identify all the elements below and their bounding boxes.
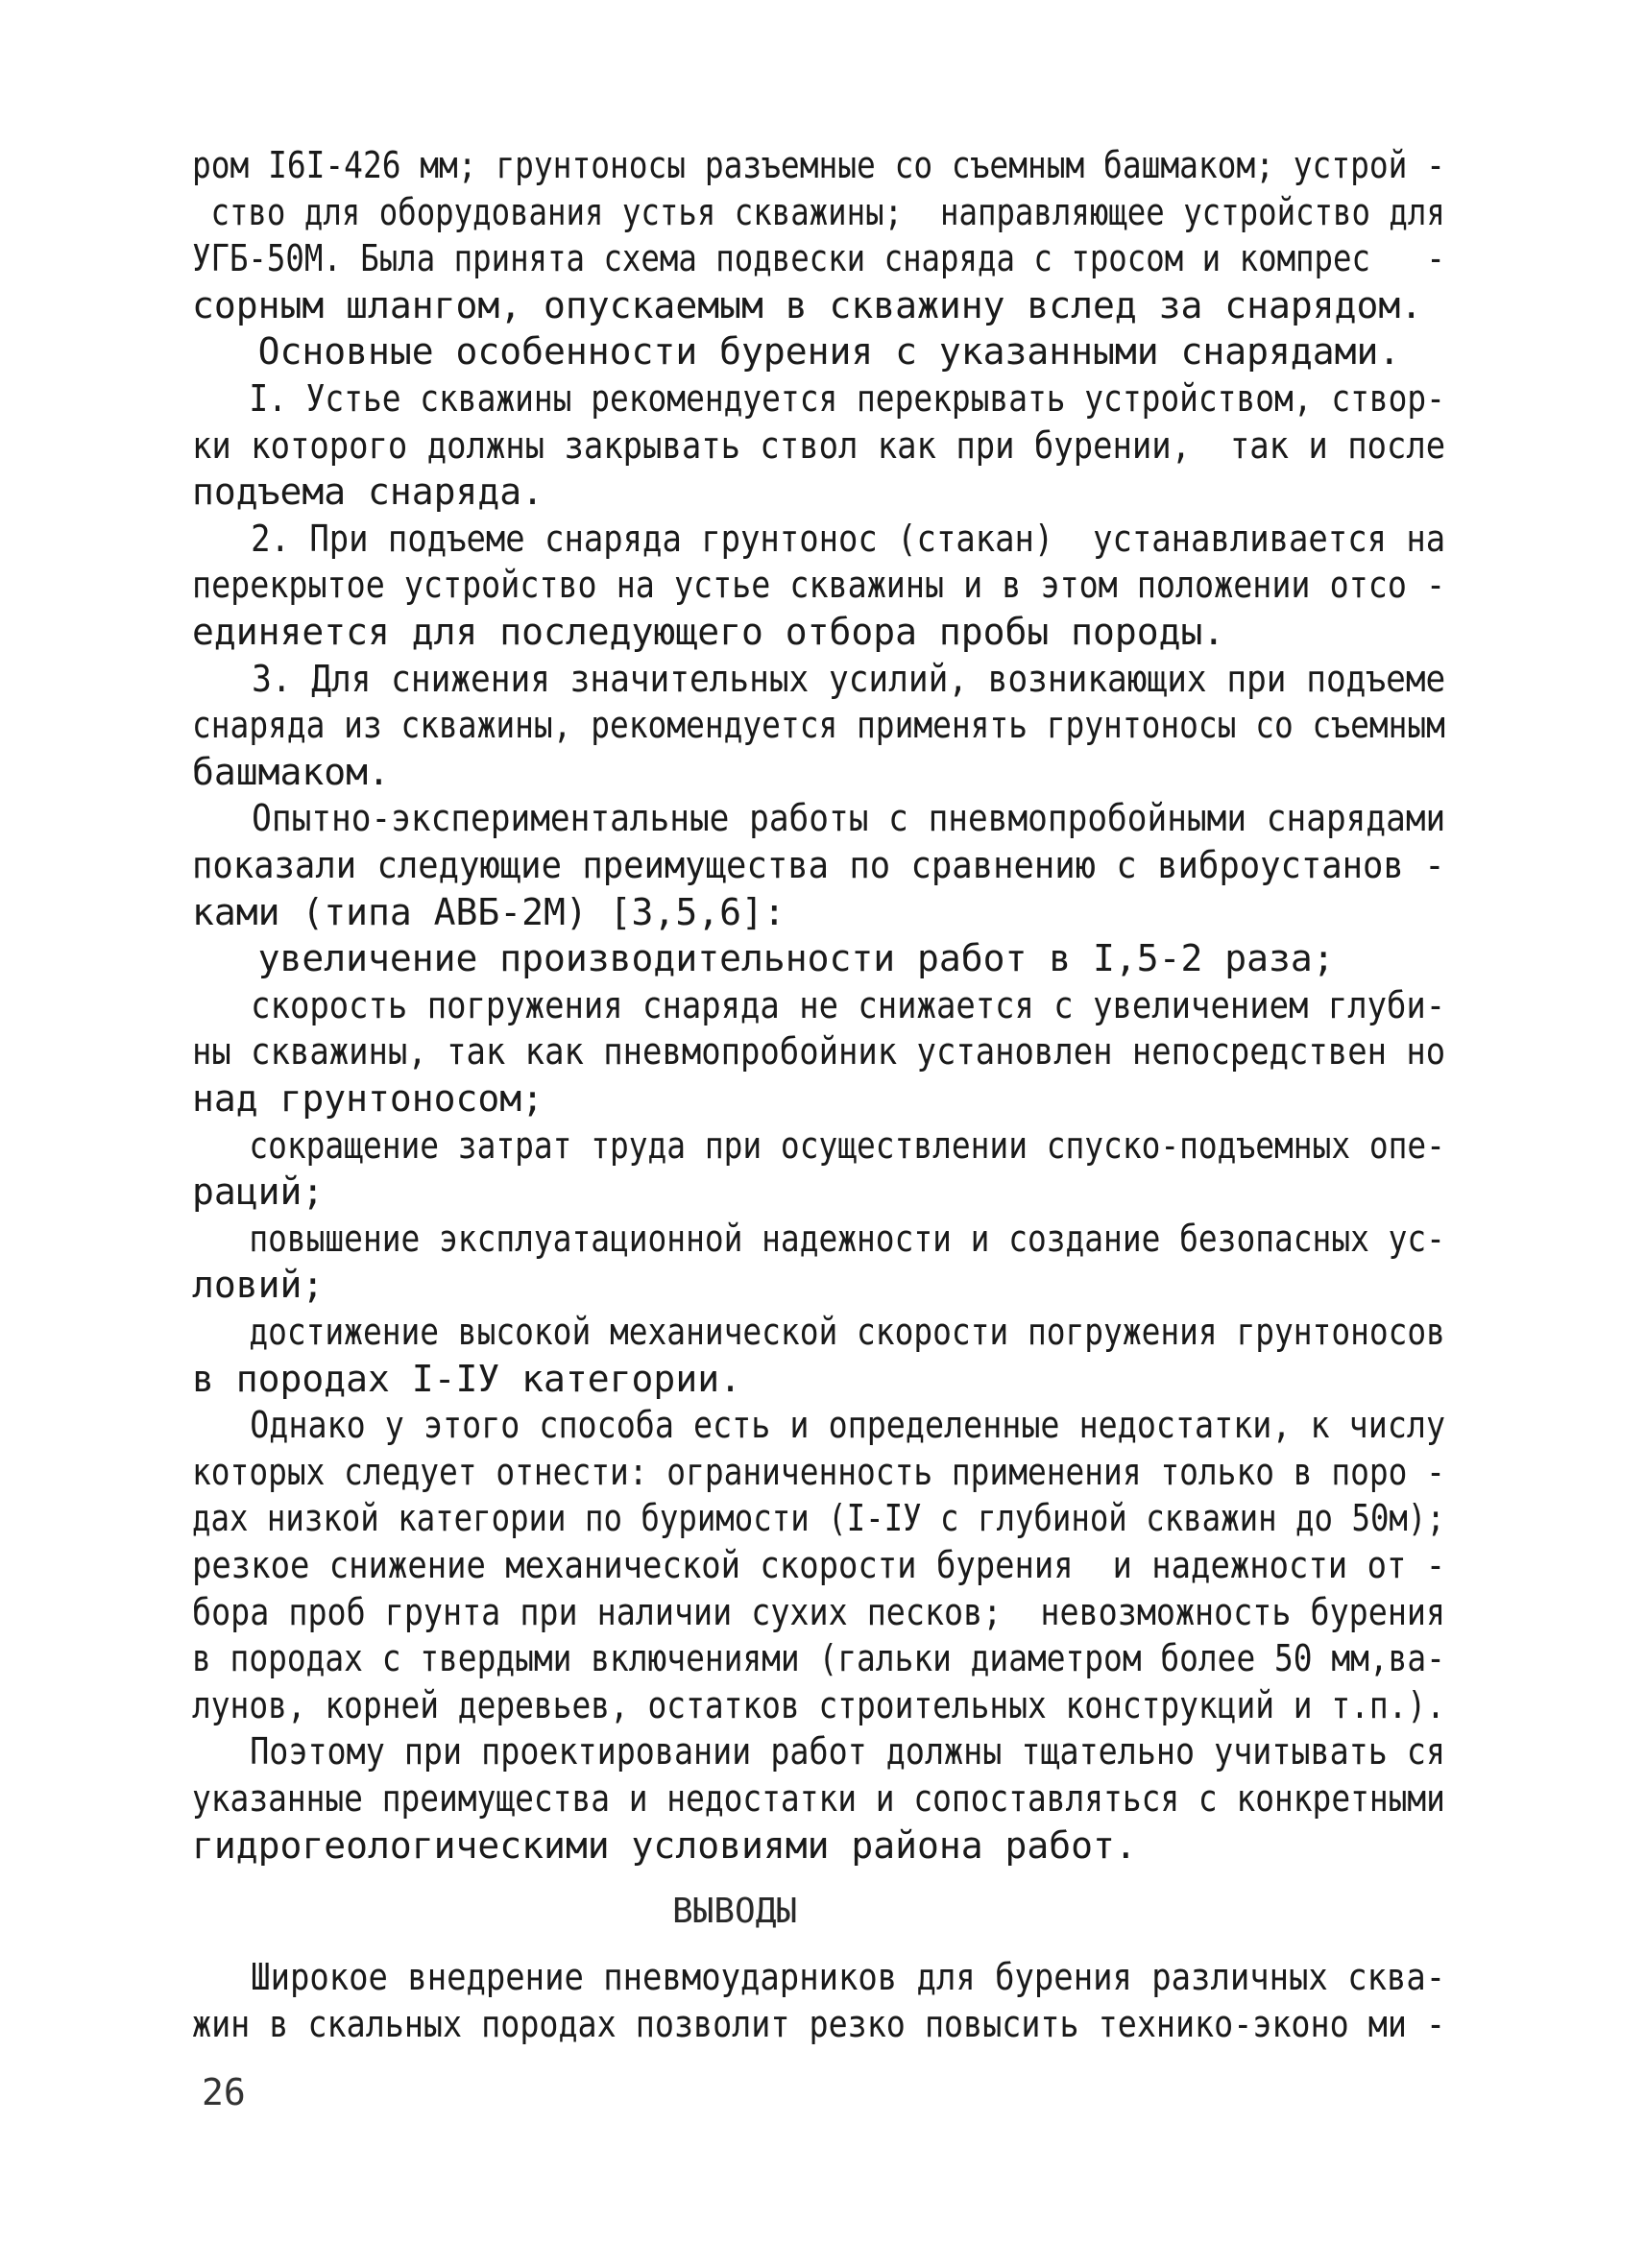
section-heading: ВЫВОДЫ [672,1892,798,1931]
text-line: ловий; [192,1264,325,1307]
text-line: жин в скальных породах позволит резко повысить технико-эконо ми - [192,2002,1446,2045]
text-line: раций; [192,1170,325,1214]
text-line: Однако у этого способа есть и определенные недостатки, к числу [192,1404,1446,1447]
text-line: 2. При подъеме снаряда грунтонос (стакан) устанавливается на [192,517,1446,560]
text-line: ки которого должны закрывать ствол как при бурении, так и после [192,423,1446,467]
text-line: снаряда из скважины, рекомендуется применять грунтоносы со съемным [192,704,1445,747]
text-line: дах низкой категории по буримости (I-IУ с глубиной скважин до 50м); [192,1497,1445,1540]
text-line: единяется для последующего отбора пробы породы. [192,611,1225,653]
text-line: лунов, корней деревьев, остатков строительных конструкций и т.п.). [192,1683,1445,1726]
text-line: увеличение производительности работ в I,5-2 раза; [192,937,1335,980]
text-line: 3. Для снижения значительных усилий, возникающих при подъеме [192,657,1446,700]
text-line: ками (типа АВБ-2М) [3,5,6]: [192,890,786,933]
text-line: повышение эксплуатационной надежности и создание безопасных ус- [192,1217,1445,1260]
page-number: 26 [202,2071,246,2113]
text-line: Опытно-экспериментальные работы с пневмопробойными снарядами [192,797,1446,840]
text-line: в породах I-IУ категории. [192,1357,741,1400]
text-line: ство для оборудования устья скважины; направляющее устройство для [192,190,1445,233]
text-line: скорость погружения снаряда не снижается с увеличением глуби- [192,983,1446,1026]
text-line: сокращение затрат труда при осуществлении спуско-подъемных опе- [192,1123,1445,1167]
text-line: ром I6I-426 мм; грунтоносы разъемные со съемным башмаком; устрой - [192,144,1445,186]
text-line: указанные преимущества и недостатки и сопоставляться с конкретными [192,1777,1445,1820]
text-line: сорным шлангом, опускаемым в скважину вслед за снарядом. [192,283,1423,326]
text-line: резкое снижение механической скорости бурения и надежности от - [192,1544,1446,1586]
text-line: в породах с твердыми включениями (гальки диаметром более 50 мм,ва- [192,1637,1445,1680]
text-line: показали следующие преимущества по сравнению с виброустанов - [192,844,1445,886]
text-line: перекрытое устройство на устье скважины и в этом положении отсо - [192,564,1446,607]
text-line: Поэтому при проектировании работ должны тщательно учитывать ся [192,1730,1446,1773]
text-line: бора проб грунта при наличии сухих песков; невозможность бурения [192,1590,1446,1633]
text-line: которых следует отнести: ограниченность применения только в поро - [192,1450,1445,1493]
text-line: над грунтоносом; [192,1077,544,1120]
text-line: подъема снаряда. [192,470,544,514]
text-line: Основные особенности бурения с указанными снарядами. [192,330,1401,374]
text-line: ны скважины, так как пневмопробойник установлен непосредствен но [192,1030,1446,1074]
text-line: УГБ-50М. Была принята схема подвески снаряда с тросом и компрес - [192,237,1445,280]
text-line: башмаком. [192,750,390,793]
text-line: I. Устье скважины рекомендуется перекрывать устройством, створ- [192,377,1445,420]
text-line: гидрогеологическими условиями района работ. [192,1823,1137,1867]
text-line: Широкое внедрение пневмоударников для бурения различных сква- [192,1956,1446,1998]
text-line: достижение высокой механической скорости погружения грунтоносов [192,1311,1445,1353]
